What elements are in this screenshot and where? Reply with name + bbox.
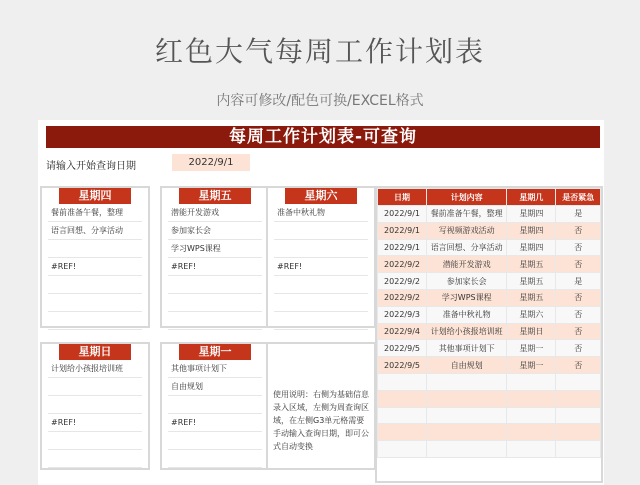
cell-urgent[interactable]: 是 xyxy=(556,206,601,223)
cell-weekday[interactable]: 星期一 xyxy=(507,340,556,357)
table-row xyxy=(378,273,601,290)
cell-urgent[interactable]: 否 xyxy=(556,340,601,357)
cell-content[interactable]: 潜能开发游戏 xyxy=(427,256,507,273)
cell-urgent[interactable]: 否 xyxy=(556,357,601,374)
day-card-row[interactable]: 学习WPS课程 xyxy=(168,240,262,258)
day-card-row[interactable]: #REF! xyxy=(48,414,142,432)
day-card-row[interactable]: #REF! xyxy=(168,258,262,276)
day-card-row[interactable] xyxy=(274,312,368,330)
table-row xyxy=(378,407,601,424)
cell-urgent[interactable] xyxy=(556,373,601,390)
cell-weekday[interactable]: 星期四 xyxy=(507,222,556,239)
table-row xyxy=(378,239,601,256)
day-card-row[interactable] xyxy=(48,240,142,258)
column-header-date: 日期 xyxy=(378,189,427,206)
day-card-row[interactable]: 其他事项计划下 xyxy=(168,360,262,378)
cell-date[interactable]: 2022/9/2 xyxy=(378,256,427,273)
day-card-row[interactable] xyxy=(168,312,262,330)
cell-urgent[interactable]: 否 xyxy=(556,239,601,256)
cell-date[interactable]: 2022/9/1 xyxy=(378,239,427,256)
day-card-row[interactable]: 潜能开发游戏 xyxy=(168,204,262,222)
table-row xyxy=(378,373,601,390)
day-card-header: 星期一 xyxy=(179,344,251,360)
table-row xyxy=(378,256,601,273)
day-card-row[interactable] xyxy=(48,276,142,294)
usage-note-card xyxy=(266,342,376,470)
sheet-banner: 每周工作计划表-可查询 xyxy=(46,126,600,148)
schedule-table xyxy=(377,188,601,458)
cell-weekday[interactable] xyxy=(507,424,556,441)
day-card-row[interactable] xyxy=(274,240,368,258)
cell-urgent[interactable]: 否 xyxy=(556,289,601,306)
cell-weekday[interactable]: 星期一 xyxy=(507,357,556,374)
day-card-row[interactable] xyxy=(48,294,142,312)
table-row xyxy=(378,306,601,323)
table-row xyxy=(378,424,601,441)
table-row xyxy=(378,222,601,239)
cell-weekday[interactable] xyxy=(507,373,556,390)
cell-urgent[interactable] xyxy=(556,424,601,441)
table-row xyxy=(378,323,601,340)
usage-note-text: 使用说明：右侧为基础信息录入区域，左侧为周查询区域，在左侧G3单元格需要手动输入查询日期，即可公式自动变换 xyxy=(273,390,369,451)
day-card-row[interactable]: #REF! xyxy=(168,414,262,432)
cell-weekday[interactable]: 星期五 xyxy=(507,256,556,273)
cell-content[interactable] xyxy=(427,373,507,390)
cell-content[interactable]: 计划给小孩报培训班 xyxy=(427,323,507,340)
table-row xyxy=(378,340,601,357)
cell-date[interactable]: 2022/9/5 xyxy=(378,340,427,357)
day-card-row[interactable]: 参加家长会 xyxy=(168,222,262,240)
day-card-monday xyxy=(160,342,270,470)
cell-content[interactable]: 学习WPS课程 xyxy=(427,289,507,306)
day-card-header: 星期五 xyxy=(179,188,251,204)
cell-weekday[interactable]: 星期日 xyxy=(507,323,556,340)
table-header-row xyxy=(378,189,601,206)
cell-weekday[interactable] xyxy=(507,441,556,458)
cell-content[interactable]: 参加家长会 xyxy=(427,273,507,290)
cell-content[interactable]: 自由规划 xyxy=(427,357,507,374)
query-date-input[interactable]: 2022/9/1 xyxy=(172,154,250,171)
day-card-row[interactable]: 自由规划 xyxy=(168,378,262,396)
table-row xyxy=(378,390,601,407)
schedule-table-panel xyxy=(375,186,603,483)
day-card-row[interactable] xyxy=(274,222,368,240)
cell-content[interactable] xyxy=(427,424,507,441)
column-header-urgent: 是否紧急 xyxy=(556,189,601,206)
cell-date[interactable]: 2022/9/2 xyxy=(378,289,427,306)
cell-urgent[interactable]: 否 xyxy=(556,306,601,323)
day-card-row[interactable]: 计划给小孩报培训班 xyxy=(48,360,142,378)
day-card-row[interactable] xyxy=(48,450,142,468)
table-row xyxy=(378,441,601,458)
cell-date[interactable] xyxy=(378,407,427,424)
day-card-header: 星期四 xyxy=(59,188,131,204)
cell-date[interactable]: 2022/9/1 xyxy=(378,222,427,239)
day-card-sunday xyxy=(40,342,150,470)
cell-urgent[interactable]: 否 xyxy=(556,222,601,239)
cell-date[interactable]: 2022/9/4 xyxy=(378,323,427,340)
day-card-saturday xyxy=(266,186,376,328)
cell-urgent[interactable] xyxy=(556,407,601,424)
day-card-header: 星期日 xyxy=(59,344,131,360)
day-card-row[interactable] xyxy=(274,294,368,312)
cell-urgent[interactable]: 否 xyxy=(556,256,601,273)
cell-urgent[interactable] xyxy=(556,390,601,407)
day-card-row[interactable]: 语言回想、分享活动 xyxy=(48,222,142,240)
day-card-row[interactable] xyxy=(168,294,262,312)
day-card-row[interactable] xyxy=(168,396,262,414)
day-card-thursday xyxy=(40,186,150,328)
cell-date[interactable] xyxy=(378,424,427,441)
cell-date[interactable] xyxy=(378,373,427,390)
spreadsheet xyxy=(38,120,604,485)
cell-content[interactable]: 写视频游戏活动 xyxy=(427,222,507,239)
cell-weekday[interactable]: 星期四 xyxy=(507,239,556,256)
day-card-friday xyxy=(160,186,270,328)
cell-content[interactable]: 餐前准备午餐，整理 xyxy=(427,206,507,223)
day-card-row[interactable] xyxy=(274,276,368,294)
cell-urgent[interactable] xyxy=(556,441,601,458)
cell-date[interactable]: 2022/9/3 xyxy=(378,306,427,323)
cell-date[interactable] xyxy=(378,441,427,458)
cell-date[interactable]: 2022/9/5 xyxy=(378,357,427,374)
column-header-content: 计划内容 xyxy=(427,189,507,206)
cell-content[interactable] xyxy=(427,390,507,407)
day-card-row[interactable] xyxy=(48,312,142,330)
cell-weekday[interactable]: 星期六 xyxy=(507,306,556,323)
day-card-header: 星期六 xyxy=(285,188,357,204)
cell-urgent[interactable]: 否 xyxy=(556,323,601,340)
cell-content[interactable]: 语言回想、分享活动 xyxy=(427,239,507,256)
day-card-row[interactable] xyxy=(48,396,142,414)
cell-date[interactable]: 2022/9/1 xyxy=(378,206,427,223)
day-card-row[interactable] xyxy=(168,432,262,450)
day-card-row[interactable] xyxy=(168,450,262,468)
table-row xyxy=(378,206,601,223)
day-card-row[interactable]: 准备中秋礼物 xyxy=(274,204,368,222)
day-card-row[interactable] xyxy=(168,276,262,294)
cell-weekday[interactable]: 星期五 xyxy=(507,289,556,306)
day-card-row[interactable] xyxy=(48,378,142,396)
table-row xyxy=(378,357,601,374)
cell-content[interactable] xyxy=(427,441,507,458)
cell-weekday[interactable]: 星期五 xyxy=(507,273,556,290)
table-row xyxy=(378,289,601,306)
cell-weekday[interactable]: 星期四 xyxy=(507,206,556,223)
cell-date[interactable]: 2022/9/2 xyxy=(378,273,427,290)
column-header-weekday: 星期几 xyxy=(507,189,556,206)
page-subtitle: 内容可修改/配色可换/EXCEL格式 xyxy=(216,93,424,109)
page-title: 红色大气每周工作计划表 xyxy=(154,35,485,68)
day-card-row[interactable]: #REF! xyxy=(48,258,142,276)
day-card-row[interactable]: 餐前准备午餐，整理 xyxy=(48,204,142,222)
day-card-row[interactable] xyxy=(48,432,142,450)
cell-weekday[interactable] xyxy=(507,407,556,424)
cell-urgent[interactable]: 是 xyxy=(556,273,601,290)
cell-content[interactable] xyxy=(427,407,507,424)
cell-weekday[interactable] xyxy=(507,390,556,407)
cell-content[interactable]: 其他事项计划下 xyxy=(427,340,507,357)
cell-date[interactable] xyxy=(378,390,427,407)
day-card-row[interactable]: #REF! xyxy=(274,258,368,276)
cell-content[interactable]: 准备中秋礼物 xyxy=(427,306,507,323)
query-date-label: 请输入开始查询日期 xyxy=(46,161,136,172)
